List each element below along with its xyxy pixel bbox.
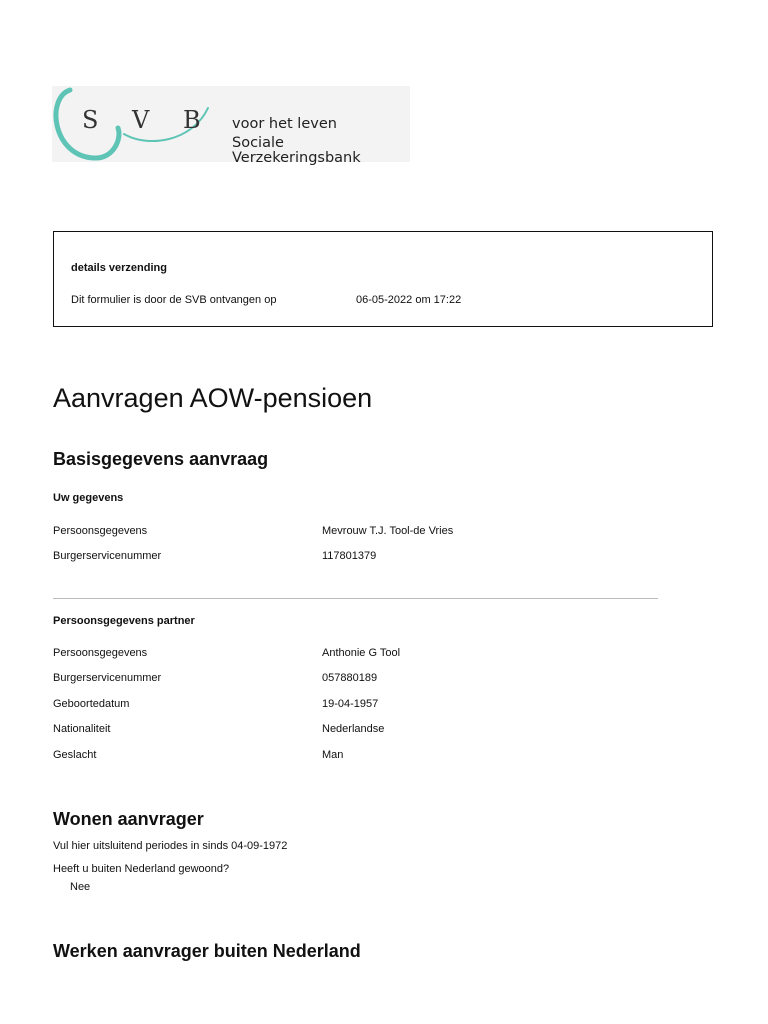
section-divider (53, 598, 658, 599)
field-value: Nederlandse (322, 723, 385, 735)
field-value: Mevrouw T.J. Tool-de Vries (322, 525, 454, 537)
received-value: 06-05-2022 om 17:22 (356, 294, 462, 306)
logo-letter-s: S (82, 106, 99, 134)
wonen-answer: Nee (70, 881, 91, 893)
received-label: Dit formulier is door de SVB ontvangen op (71, 294, 277, 306)
section-heading-werken: Werken aanvrager buiten Nederland (53, 941, 361, 961)
field-label: Burgerservicenummer (53, 672, 162, 684)
svb-logo (52, 86, 410, 166)
logo-letter-v: V (132, 106, 150, 134)
field-value: 19-04-1957 (322, 698, 379, 710)
logo-letter-b: B (183, 106, 201, 134)
section-heading-wonen: Wonen aanvrager (53, 809, 204, 829)
field-label: Nationaliteit (53, 723, 111, 735)
wonen-question: Heeft u buiten Nederland gewoond? (53, 863, 230, 875)
logo-tagline: voor het leven (232, 116, 337, 132)
field-value: 057880189 (322, 672, 378, 684)
logo-org-name: Sociale Verzekeringsbank (232, 135, 361, 166)
field-value: 117801379 (322, 550, 377, 562)
section-heading-basis: Basisgegevens aanvraag (53, 449, 269, 469)
subsection-heading-partner: Persoonsgegevens partner (53, 615, 195, 627)
field-value: Man (322, 749, 344, 761)
field-label: Persoonsgegevens (53, 647, 148, 659)
field-label: Geslacht (53, 749, 97, 761)
field-label: Persoonsgegevens (53, 525, 148, 537)
field-label: Burgerservicenummer (53, 550, 162, 562)
shipment-details-box (53, 231, 713, 327)
page-title: Aanvragen AOW-pensioen (53, 383, 373, 413)
subsection-heading-own: Uw gegevens (53, 492, 124, 504)
wonen-note: Vul hier uitsluitend periodes in sinds 04-09-1972 (53, 840, 288, 852)
field-label: Geboortedatum (53, 698, 130, 710)
field-value: Anthonie G Tool (322, 647, 401, 659)
shipment-heading: details verzending (71, 262, 167, 274)
